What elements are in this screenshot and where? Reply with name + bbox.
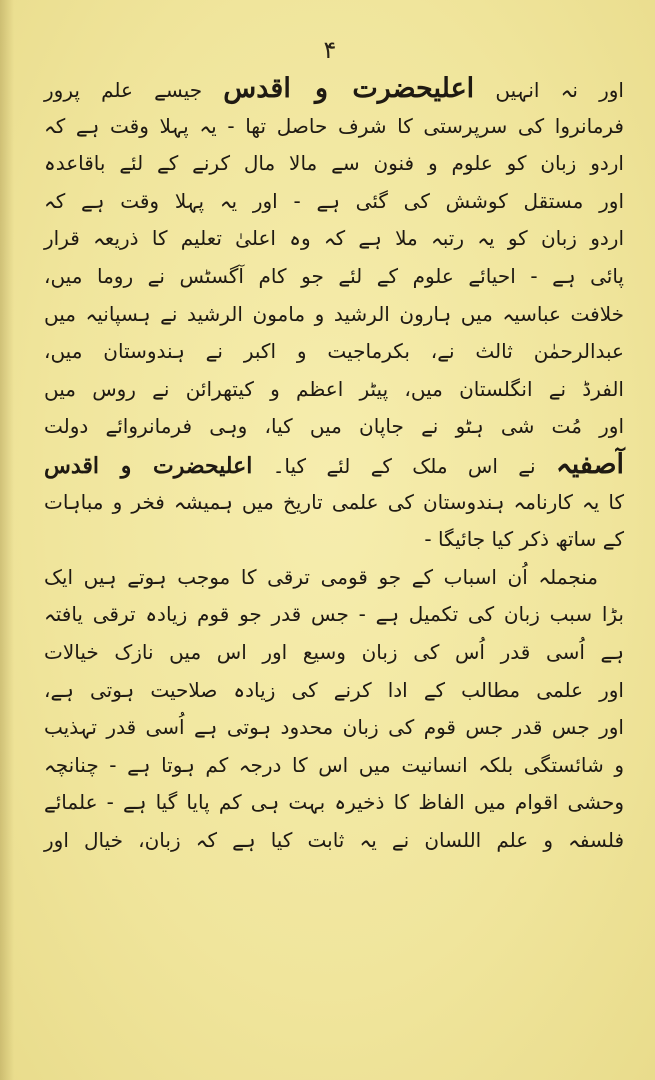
text-line-9: الفرڈ نے انگلستان میں، پیٹر اعظم و کیتھرائن نے روس میں	[44, 376, 624, 401]
text-line-18: اور جس قدر جس قوم کی زبان محدود ہوتی ہے اُسی قدر تہذیب	[44, 715, 624, 740]
page-number: ۴	[323, 36, 337, 64]
text-line-17: اور علمی مطالب کے ادا کرنے کی زیادہ صلاحیت ہوتی ہے،	[44, 677, 624, 702]
text-line-1	[44, 70, 624, 108]
text-segment: اور نہ انہیں	[474, 78, 624, 102]
text-line-14: منجملہ اُن اسباب کے جو قومی ترقی کا موجب ہوتے ہیں ایک	[44, 564, 598, 589]
text-segment: جیسے علم پرور	[44, 78, 224, 102]
text-line-10: اور مُت شی ہٹو نے جاپان میں کیا، وہی فرمانروائے دولت	[44, 414, 624, 439]
text-line-7: خلافت عباسیہ میں ہارون الرشید و مامون الرشید نے ہسپانیہ میں	[44, 301, 624, 326]
title-calligraphy: اعلیحضرت و اقدس	[44, 452, 253, 479]
text-line-13: کے ساتھ ذکر کیا جائیگا -	[424, 527, 624, 552]
text-line-16: ہے اُسی قدر اُس کی زبان وسیع اور اس میں نازک خیالات	[44, 639, 624, 664]
title-calligraphy: آصفیہ	[555, 448, 625, 480]
text-line-2: فرمانروا کی سرپرستی کا شرف حاصل تھا - یہ پہلا وقت ہے کہ	[44, 113, 624, 138]
text-line-19: و شائستگی بلکہ انسانیت میں اس کا درجہ کم ہوتا ہے - چنانچہ	[44, 752, 624, 777]
text-line-20: وحشی اقوام میں الفاظ کا ذخیرہ بہت ہی کم پایا گیا ہے - علمائے	[44, 790, 624, 815]
text-segment: نے اس ملک کے لئے کیا۔	[252, 453, 556, 478]
text-line-12: کا یہ کارنامہ ہندوستان کی علمی تاریخ میں ہمیشہ فخر و مباہات	[44, 489, 624, 514]
text-line-5: اردو زبان کو یہ رتبہ ملا ہے کہ وہ اعلیٰ تعلیم کا ذریعہ قرار	[44, 226, 624, 251]
text-line-3: اردو زبان کو علوم و فنون سے مالا مال کرنے کے لئے باقاعدہ	[44, 151, 624, 176]
title-calligraphy: اعلیحضرت و اقدس	[223, 73, 475, 104]
page-edge-shadow	[0, 0, 14, 1080]
text-line-15: بڑا سبب زبان کی تکمیل ہے - جس قدر جو قوم زیادہ ترقی یافتہ	[44, 602, 624, 627]
urdu-text-block	[44, 70, 624, 859]
text-line-4: اور مستقل کوشش کی گئی ہے - اور یہ پہلا وقت ہے کہ	[44, 188, 624, 213]
text-line-6: پائی ہے - احیائے علوم کے لئے جو کام آگسٹس نے روما میں،	[44, 263, 624, 288]
text-line-11	[44, 446, 624, 484]
text-line-21: فلسفہ و علم اللسان نے یہ ثابت کیا ہے کہ زبان، خیال اور	[44, 827, 624, 852]
text-line-8: عبدالرحمٰن ثالث نے، بکرماجیت و اکبر نے ہندوستان میں،	[44, 339, 624, 364]
